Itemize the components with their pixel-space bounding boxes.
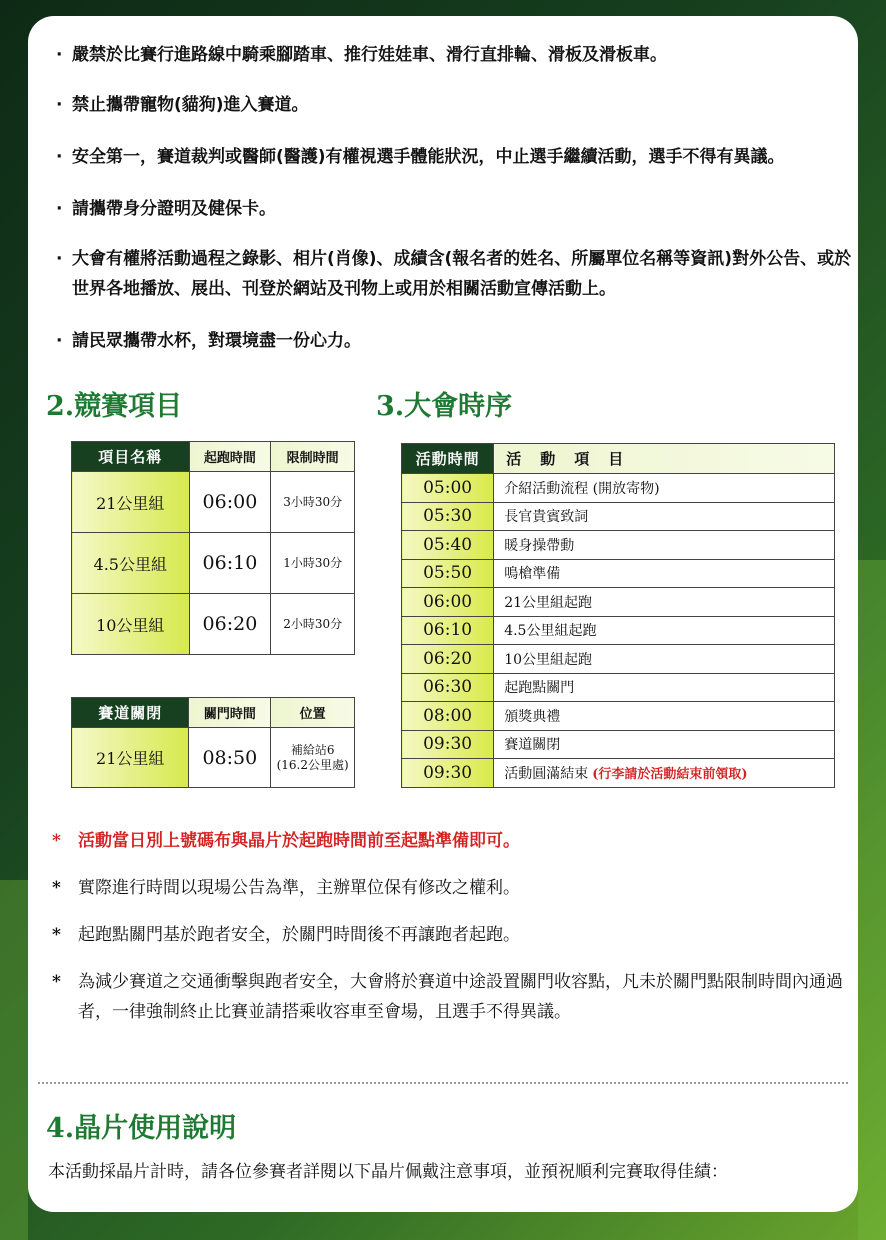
schedule-time: 08:00 <box>402 702 494 731</box>
schedule-item <box>494 702 835 731</box>
asterisk: * <box>52 878 61 898</box>
events-header-start: 起跑時間 <box>189 442 271 472</box>
closure-name: 21公里組 <box>72 728 189 788</box>
table-row <box>402 730 835 759</box>
chip-section-title: 4.晶片使用說明 <box>46 1113 237 1144</box>
schedule-item <box>494 730 835 759</box>
event-time-limit: 1小時30分 <box>271 533 355 594</box>
closure-location <box>271 728 355 788</box>
closure-location-distance: (16.2公里處) <box>276 757 349 772</box>
schedule-time: 05:40 <box>402 531 494 560</box>
schedule-table <box>401 443 835 788</box>
schedule-item <box>494 559 835 588</box>
events-header-name: 項目名稱 <box>72 442 190 472</box>
table-row <box>402 616 835 645</box>
note-text: 起跑點關門基於跑者安全，於關門時間後不再讓跑者起跑。 <box>78 925 520 945</box>
schedule-time: 05:00 <box>402 474 494 503</box>
note-item <box>52 826 852 856</box>
schedule-header-time: 活動時間 <box>402 444 494 474</box>
schedule-item-text: 長官貴賓致詞 <box>504 509 589 526</box>
closure-header-time: 關門時間 <box>189 698 271 728</box>
event-start-time: 06:10 <box>189 533 271 594</box>
schedule-header-item: 活 動 項 目 <box>494 444 835 474</box>
schedule-time: 05:30 <box>402 502 494 531</box>
table-row <box>72 594 355 655</box>
table-row <box>402 502 835 531</box>
rule-item: · 安全第一，賽道裁判或醫師(醫護)有權視選手體能狀況，中止選手繼續活動，選手不得有異議。 <box>52 142 852 172</box>
event-name: 10公里組 <box>72 594 190 655</box>
table-row <box>402 673 835 702</box>
event-start-time: 06:20 <box>189 594 271 655</box>
events-table <box>71 441 355 655</box>
events-section-title: 2.競賽項目 <box>46 391 183 422</box>
asterisk: * <box>52 972 61 992</box>
schedule-item-text: 21公里組起跑 <box>504 594 593 611</box>
closure-time: 08:50 <box>189 728 271 788</box>
table-row <box>72 728 355 788</box>
rule-item: · 請攜帶身分證明及健保卡。 <box>52 194 852 224</box>
schedule-item-text: 活動圓滿結束 <box>504 765 589 782</box>
schedule-item-text: 鳴槍準備 <box>504 566 561 583</box>
schedule-item-text: 介紹活動流程 (開放寄物) <box>504 480 660 497</box>
note-item <box>52 920 852 950</box>
schedule-item <box>494 474 835 503</box>
event-start-time: 06:00 <box>189 472 271 533</box>
schedule-section-title: 3.大會時序 <box>376 391 513 422</box>
events-header-limit: 限制時間 <box>271 442 355 472</box>
table-row <box>402 702 835 731</box>
schedule-time: 06:10 <box>402 616 494 645</box>
table-row <box>72 472 355 533</box>
schedule-item <box>494 588 835 617</box>
closure-table <box>71 697 355 788</box>
schedule-body <box>402 474 835 788</box>
notes-list <box>52 826 852 1044</box>
note-text: 實際進行時間以現場公告為準，主辦單位保有修改之權利。 <box>78 878 520 898</box>
schedule-time: 05:50 <box>402 559 494 588</box>
table-row <box>402 759 835 788</box>
background-decoration <box>0 880 28 1240</box>
note-item <box>52 873 852 903</box>
schedule-item-text: 4.5公里組起跑 <box>504 623 597 640</box>
rule-item: · 請民眾攜帶水杯，對環境盡一份心力。 <box>52 326 852 356</box>
schedule-item-text: 起跑點關門 <box>504 680 575 697</box>
asterisk: * <box>52 831 61 851</box>
schedule-item <box>494 616 835 645</box>
rule-item: · 禁止攜帶寵物(貓狗)進入賽道。 <box>52 90 852 120</box>
schedule-time: 06:30 <box>402 673 494 702</box>
background-decoration <box>858 560 886 1240</box>
schedule-item-text: 10公里組起跑 <box>504 651 593 668</box>
schedule-item-text: 頒獎典禮 <box>504 708 561 725</box>
divider <box>38 1082 848 1084</box>
chip-description: 本活動採晶片計時，請各位參賽者詳閱以下晶片佩戴注意事項，並預祝順利完賽取得佳績： <box>48 1162 728 1182</box>
rules-list <box>52 40 852 356</box>
rule-item: · 大會有權將活動過程之錄影、相片(肖像)、成績含(報名者的姓名、所屬單位名稱等資訊)對外公告、或於世界各地播放、展出、刊登於網站及刊物上或用於相關活動宣傳活動上。 <box>52 244 852 304</box>
content-card <box>28 16 858 1212</box>
event-time-limit: 2小時30分 <box>271 594 355 655</box>
schedule-item-note: (行李請於活動結束前領取) <box>592 766 748 782</box>
closure-header-location: 位置 <box>271 698 355 728</box>
closure-header-name: 賽道關閉 <box>72 698 189 728</box>
table-row <box>402 588 835 617</box>
table-row <box>402 474 835 503</box>
note-text: 活動當日別上號碼布與晶片於起跑時間前至起點準備即可。 <box>78 831 520 851</box>
schedule-time: 06:00 <box>402 588 494 617</box>
schedule-time: 09:30 <box>402 759 494 788</box>
event-name: 4.5公里組 <box>72 533 190 594</box>
schedule-item <box>494 673 835 702</box>
schedule-item <box>494 502 835 531</box>
table-row <box>402 531 835 560</box>
note-item <box>52 967 852 1027</box>
schedule-item <box>494 645 835 674</box>
schedule-item-text: 賽道關閉 <box>504 737 561 754</box>
table-row <box>402 645 835 674</box>
schedule-item-text: 暖身操帶動 <box>504 537 575 554</box>
note-text: 為減少賽道之交通衝擊與跑者安全，大會將於賽道中途設置關門收容點，凡未於關門點限制時間內通過者，一律強制終止比賽並請搭乘收容車至會場，且選手不得異議。 <box>78 972 843 1022</box>
schedule-item <box>494 759 835 788</box>
closure-location-station: 補給站6 <box>290 742 335 757</box>
table-row <box>72 533 355 594</box>
schedule-item <box>494 531 835 560</box>
asterisk: * <box>52 925 61 945</box>
event-name: 21公里組 <box>72 472 190 533</box>
schedule-time: 06:20 <box>402 645 494 674</box>
event-time-limit: 3小時30分 <box>271 472 355 533</box>
rule-item: · 嚴禁於比賽行進路線中騎乘腳踏車、推行娃娃車、滑行直排輪、滑板及滑板車。 <box>52 40 852 70</box>
table-row <box>402 559 835 588</box>
schedule-time: 09:30 <box>402 730 494 759</box>
